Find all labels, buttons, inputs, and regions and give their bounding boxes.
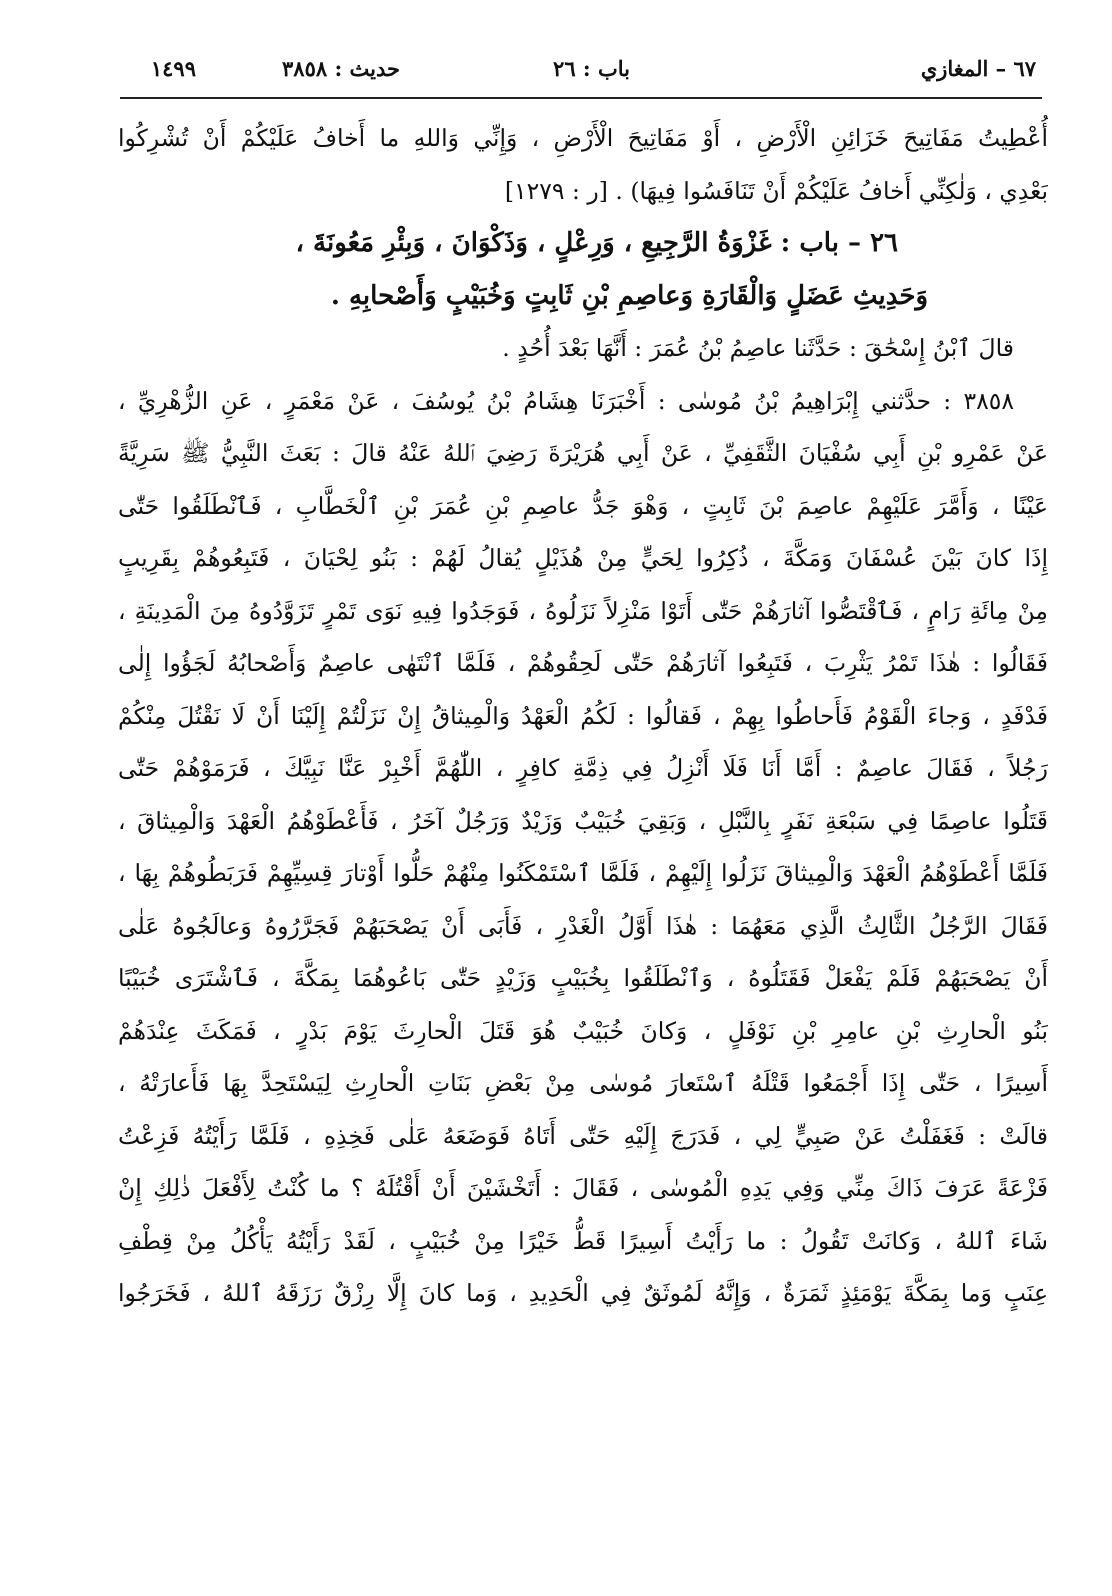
hadith-number: حديث : ٣٨٥٨	[282, 56, 400, 81]
running-header	[110, 46, 1040, 90]
text-line: فَدْفَدٍ ، وَجاءَ الْقَوْمُ فَأَحاطُوا بِهِمْ ، فَقالُوا : لَكُمُ الْعَهْدُ وَالْمِيثاقُ إِنْ نَزَلْتُمْ إِلَيْنَا أَنْ لَا نَقْتُلَ مِنْكُمْ	[118, 701, 1048, 730]
text-line: فَقَالُوا : هٰذَا تَمْرُ يَثْرِبَ ، فَتَبِعُوا آثارَهُمْ حَتّٰى لَحِقُوهُمْ ، فَلَمَّا ٱنْتَهٰى عاصِمٌ وَأَصْحابُهُ لَجَؤُوا إِلٰى	[118, 649, 1048, 677]
chapter-heading: وَحَدِيثِ عَضَلٍ وَالْقَارَةِ وَعاصِمِ بْنِ ثَابِتٍ وَخُبَيْبٍ وَأَصْحابِهِ .	[330, 280, 928, 311]
text-line: بَعْدِي ، وَلٰكِنِّي أَخافُ عَلَيْكُمْ أَنْ تَنَافَسُوا فِيهَا) . [ر : ١٢٧٩]	[504, 176, 1048, 205]
page-number: ١٤٩٩	[150, 56, 196, 81]
text-line: إِذَا كانَ بَيْنَ عُسْفَانَ وَمَكَّةَ ، ذُكِرُوا لِحَيٍّ مِنْ هُذَيْلٍ يُقالُ لَهُمْ : بَنُو لِحْيَانَ ، فَتَبِعُوهُمْ بِقَرِيبٍ	[118, 544, 1048, 572]
text-line: فَقَالَ الرَّجُلُ الثَّالِثُ الَّذِي مَعَهُمَا : هٰذَا أَوَّلُ الْغَدْرِ ، فَأَبَى أَنْ يَصْحَبَهُمْ فَجَرَّرُوهُ وَعالَجُوهُ عَلٰى	[118, 911, 1048, 940]
hadith-opening-line: ٣٨٥٨ : حدَّثني إِبْرَاهِيمُ بْنُ مُوسٰى : أَخْبَرَنَا هِشَامُ بْنُ يُوسُفَ ، عَنْ مَعْمَرٍ ، عَنِ الزُّهْرِيِّ ،	[118, 386, 1014, 415]
text-line: قَتَلُوا عاصِمًا فِي سَبْعَةِ نَفَرٍ بِالنَّبْلِ ، وَبَقِيَ خُبَيْبٌ وَزَيْدٌ وَرَجُلٌ آخَرُ ، فَأَعْطَوْهُمُ الْعَهْدَ وَالْمِيثاقَ ،	[118, 806, 1048, 835]
text-line: رَجُلاً ، فَقَالَ عاصِمٌ : أَمَّا أَنَا فَلَا أَنْزِلُ فِي ذِمَّةِ كافِرٍ ، اللّٰهُمَّ أَخْبِرْ عَنَّا نَبِيَّكَ ، فَرَمَوْهُمْ حَتّٰى	[118, 754, 1048, 782]
text-line: أُعْطِيتُ مَفَاتِيحَ خَزَائِنِ الْأَرْضِ ، أَوْ مَفَاتِيحَ الْأَرْضِ ، وَإِنِّي وَاللهِ ما أَخافُ عَلَيْكُمْ أَنْ تُشْرِكُوا	[118, 124, 1048, 152]
text-line: بَنُو الْحارِثِ بْنِ عامِرِ بْنِ نَوْفَلٍ ، وَكانَ خُبَيْبٌ هُوَ قَتَلَ الْحارِثَ يَوْمَ بَدْرٍ ، فَمَكَثَ عِنْدَهُمْ	[118, 1016, 1048, 1045]
text-line: عِنَبٍ وَما بِمَكَّةَ يَوْمَئِذٍ ثَمَرَةٌ ، وَإِنَّهُ لَمُوثَقٌ فِي الْحَدِيدِ ، وَما كانَ إِلَّا رِزْقٌ رَزَقَهُ ٱللهُ ، فَخَرَجُوا	[118, 1279, 1048, 1307]
text-line: أَنْ يَصْحَبَهُمْ فَلَمْ يَفْعَلْ فَقَتَلُوهُ ، وَٱنْطَلَقُوا بِخُبَيْبٍ وَزَيْدٍ حَتّٰى بَاعُوهُمَا بِمَكَّةَ ، فَٱشْتَرَى خُبَيْبًا	[118, 964, 1048, 992]
text-line: عَنْ عَمْرِو بْنِ أَبِي سُفْيَانَ الثَّقَفِيِّ ، عَنْ أَبِي هُرَيْرَةَ رَضِيَ ٱللهُ عَنْهُ قالَ : بَعَثَ النَّبِيُّ ﷺ سَرِيَّةً	[118, 439, 1048, 467]
text-line: فَزْعَةً عَرَفَ ذَاكَ مِنِّي وَفِي يَدِهِ الْمُوسٰى ، فَقَالَ : أَتَخْشَيْنَ أَنْ أَقْتُلَهُ ؟ ما كُنْتُ لِأَفْعَلَ ذٰلِكِ إِنْ	[118, 1174, 1048, 1202]
text-line: شَاءَ ٱللهُ ، وَكانَتْ تَقُولُ : ما رَأَيْتُ أَسِيرًا قَطُّ خَيْرًا مِنْ خُبَيْبٍ ، لَقَدْ رَأَيْتُهُ يَأْكُلُ مِنْ قِطْفِ	[118, 1226, 1048, 1255]
bab-number: باب : ٢٦	[553, 56, 630, 81]
text-line: أَسِيرًا ، حَتّٰى إِذَا أَجْمَعُوا قَتْلَهُ ٱسْتَعارَ مُوسٰى مِنْ بَعْضِ بَنَاتِ الْحارِثِ لِيَسْتَحِدَّ بِهَا فَأَعارَتْهُ ،	[118, 1069, 1048, 1097]
chapter-title: ٦٧ – المغازي	[920, 56, 1036, 81]
text-line: عَيْنًا ، وَأَمَّرَ عَلَيْهِمْ عاصِمَ بْنَ ثَابِتٍ ، وَهْوَ جَدُّ عاصِمِ بْنِ عُمَرَ بْنِ ٱلْخَطَّابِ ، فَٱنْطَلَقُوا حَتّٰى	[118, 491, 1048, 520]
text-body	[118, 112, 1048, 1320]
text-line: قالَتْ : فَغَفَلْتُ عَنْ صَبِيٍّ لِي ، فَدَرَجَ إِلَيْهِ حَتّٰى أَتَاهُ فَوَضَعَهُ عَلٰى فَخِذِهِ ، فَلَمَّا رَأَيْتُهُ فَزِعْتُ	[118, 1121, 1048, 1150]
isnad-note: قالَ ٱبْنُ إِسْحَٰقَ : حَدَّثَنا عاصِمُ بْنُ عُمَرَ : أَنَّهَا بَعْدَ أُحُدٍ .	[502, 334, 1014, 362]
text-line: فَلَمَّا أَعْطَوْهُمُ الْعَهْدَ وَالْمِيثاقَ نَزَلُوا إِلَيْهِمْ ، فَلَمَّا ٱسْتَمْكَنُوا مِنْهُمْ حَلُّوا أَوْتارَ قِسِيِّهِمْ فَرَبَطُوهُمْ بِهَا ،	[118, 859, 1048, 887]
text-line: مِنْ مِائَةِ رَامٍ ، فَٱقْتَصُّوا آثارَهُمْ حَتّٰى أَتَوْا مَنْزِلاً نَزَلُوهُ ، فَوَجَدُوا فِيهِ نَوَى تَمْرٍ تَزَوَّدُوهُ مِنَ الْمَدِينَةِ ،	[118, 596, 1048, 625]
header-rule	[120, 97, 1042, 99]
chapter-heading: ٢٦ – باب : غَزْوَةُ الرَّجِيعِ ، وَرِعْلٍ ، وَذَكْوَانَ ، وَبِئْرِ مَعُونَةَ ،	[295, 228, 898, 258]
